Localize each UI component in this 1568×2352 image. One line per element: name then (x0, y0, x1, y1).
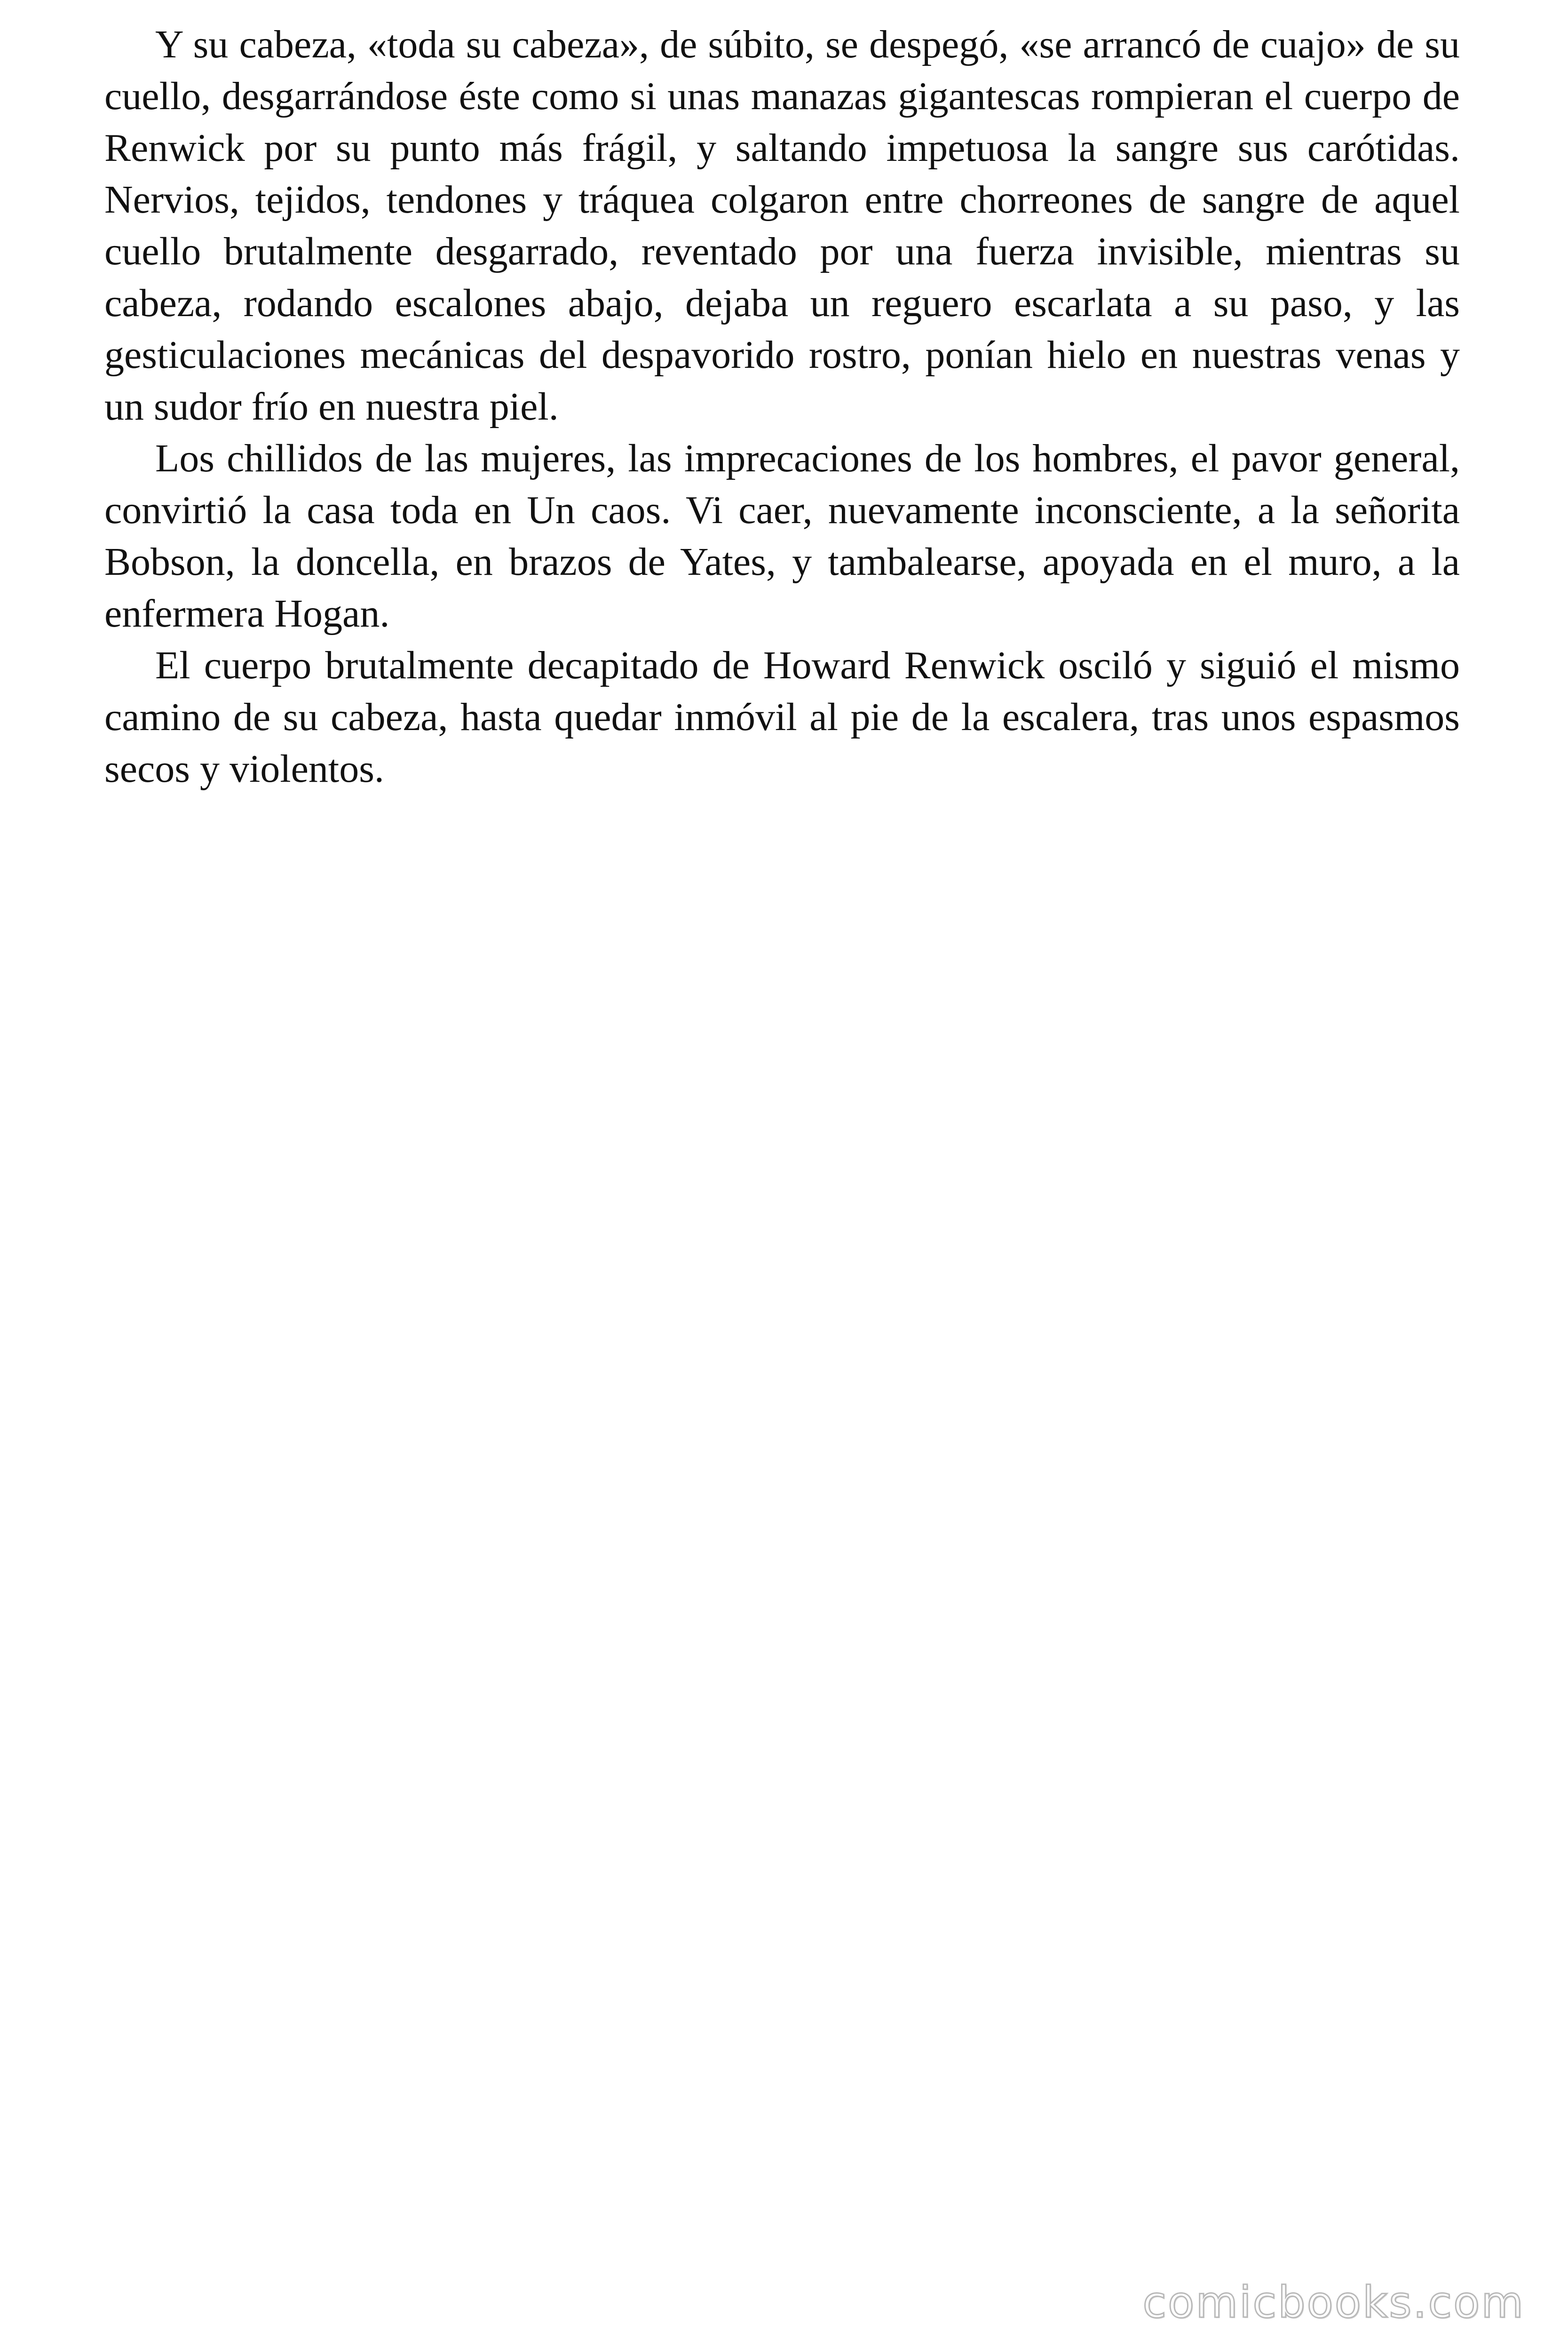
paragraph-1: Y su cabeza, «toda su cabeza», de súbito, se despegó, «se arrancó de cuajo» de su cuello, desgarrándose éste como si unas manazas gigantescas rompieran el cuerpo de Renwick por su punto más frágil, y saltando impetuosa la sangre sus carótidas. Nervios, tejidos, tendones y tráquea colgaron entre chorreones de sangre de aquel cuello brutalmente desgarrado, reventado por una fuerza invisible, mientras su cabeza, rodando escalones abajo, dejaba un reguero escarlata a su paso, y las gesticulaciones mecánicas del despavorido rostro, ponían hielo en nuestras venas y un sudor frío en nuestra piel. (104, 23, 1460, 429)
paragraph-2: Los chillidos de las mujeres, las imprecaciones de los hombres, el pavor general, convirtió la casa toda en Un caos. Vi caer, nuevamente inconsciente, a la señorita Bobson, la doncella, en brazos de Yates, y tambalearse, apoyada en el muro, a la enfermera Hogan. (104, 437, 1460, 636)
watermark-text: comicbooks.com (1142, 2277, 1525, 2328)
body-text (104, 19, 1460, 795)
paragraph-3: El cuerpo brutalmente decapitado de Howard Renwick osciló y siguió el mismo camino de su cabeza, hasta quedar inmóvil al pie de la escalera, tras unos espasmos secos y violentos. (104, 644, 1460, 791)
